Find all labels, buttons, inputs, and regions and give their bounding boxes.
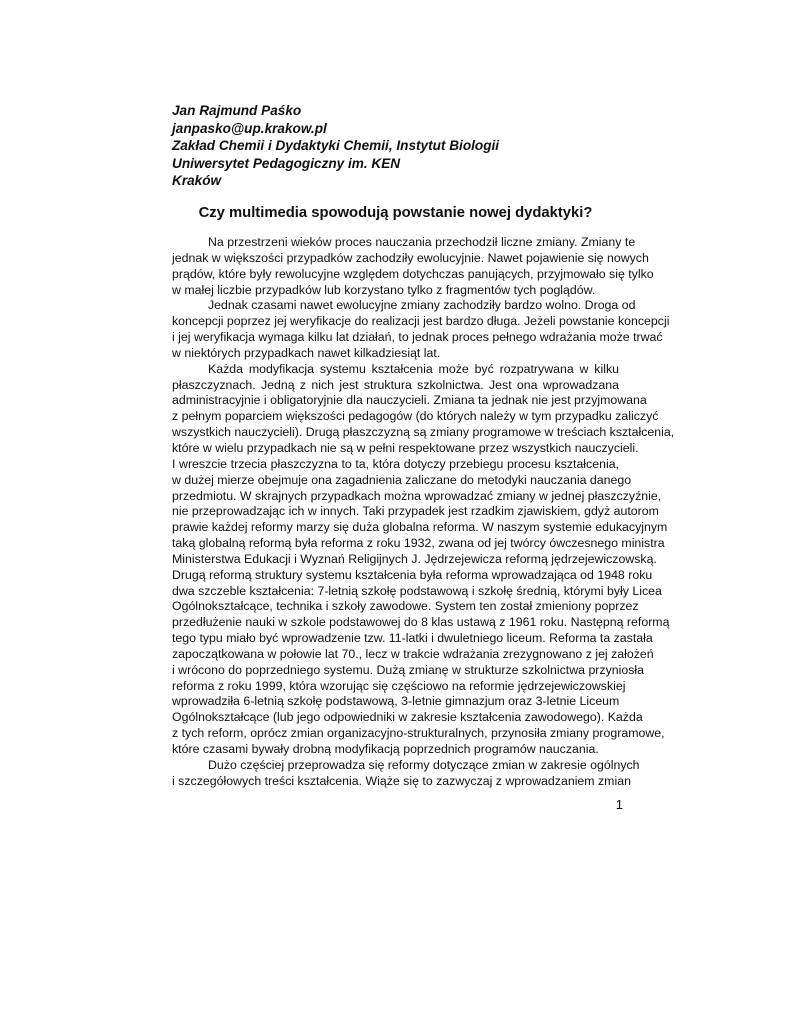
text-line: administracyjnie i obligatoryjnie dla nauczycieli. Zmiana ta jednak nie jest przyjmowana — [172, 393, 647, 408]
text-line: zapoczątkowana w połowie lat 70., lecz w trakcie wdrażania zrezygnowano z jej założeń — [172, 646, 654, 661]
article-title: Czy multimedia spowodują powstanie nowej dydaktyki? — [198, 205, 593, 221]
text-line: Ministerstwa Edukacji i Wyznań Religijnych J. Jędrzejewicza reformą jędrzejewiczowską. — [172, 551, 657, 566]
text-line: Na przestrzeni wieków proces nauczania przechodził liczne zmiany. Zmiany te — [208, 235, 636, 249]
text-line: wszystkich nauczycieli). Drugą płaszczyzną są zmiany programowe w treściach kształcenia, — [172, 425, 675, 440]
author-header — [172, 102, 652, 190]
paragraph — [172, 757, 640, 790]
author-name: Jan Rajmund Paśko — [172, 103, 302, 118]
text-line: nie przeprowadzając ich w innych. Taki przypadek jest rzadkim zjawiskiem, gdyż autorom — [172, 504, 659, 519]
text-line: reforma z roku 1999, która wzorując się częściowo na reformie jędrzejewiczowskiej — [172, 678, 626, 693]
text-line: w dużej mierze obejmuje ona zagadnienia zaliczane do metodyki nauczania danego — [172, 472, 632, 487]
text-line: przedłużenie nauki w szkole podstawowej do 8 klas ustawą z 1961 roku. Następną reformą — [172, 615, 670, 630]
text-line: które w wielu przypadkach nie są w pełni respektowane przez wszystkich nauczycieli. — [172, 440, 639, 455]
text-line: prawie każdej reformy marzy się duża globalna reforma. W naszym systemie edukacyjnym — [172, 520, 668, 535]
text-line: Jednak czasami nawet ewolucyjne zmiany zachodziły bardzo wolno. Droga od — [208, 298, 636, 313]
text-line: Dużo częściej przeprowadza się reformy dotyczące zmian w zakresie ogólnych — [208, 757, 640, 772]
paragraph — [172, 361, 675, 758]
text-line: i wrócono do poprzedniego systemu. Dużą zmianę w strukturze szkolnictwa przyniosła — [172, 662, 645, 677]
text-line: które czasami bywały drobną modyfikacją poprzednich programów nauczania. — [172, 742, 599, 756]
text-line: tego typu miało być wprowadzenie tzw. 11-latki i dwuletniego liceum. Reforma ta zastała — [172, 631, 653, 646]
author-email: janpasko@up.krakow.pl — [172, 120, 327, 136]
text-line: Drugą reformą struktury systemu kształcenia była reforma wprowadzająca od 1948 roku — [172, 567, 653, 582]
text-line: prądów, które były rewolucyjne względem dotychczas panujących, przyjmowało się tylko — [172, 266, 654, 281]
text-line: dwa szczeble kształcenia: 7-letnią szkołę podstawową i szkołę średnią, którymi były Licea — [172, 583, 662, 598]
text-line: Ogólnokształcące (lub jego odpowiedniki w zakresie kształcenia zawodowego). Każda — [172, 710, 643, 725]
page-number: 1 — [615, 797, 623, 812]
text-line: I wreszcie trzecia płaszczyzna to ta, która dotyczy przebiegu procesu kształcenia, — [172, 456, 619, 471]
text-line: Każda modyfikacja systemu kształcenia może być rozpatrywana w kilku — [208, 361, 619, 376]
text-line: w małej liczbie przypadków lub korzystano tylko z fragmentów tych poglądów. — [172, 282, 596, 297]
author-university: Uniwersytet Pedagogiczny im. KEN — [172, 155, 401, 171]
text-line: z pełnym poparciem większości pedagogów (do których należy w tym przypadku zaliczyć — [172, 409, 659, 424]
text-line: i szczegółowych treści kształcenia. Wiąże się to zazwyczaj z wprowadzaniem zmian — [172, 773, 631, 788]
text-line: jednak w większości przypadków zachodziły ewolucyjnie. Nawet pojawienie się nowych — [172, 250, 649, 265]
text-line: Ogólnokształcące, technika i szkoły zawodowe. System ten został zmieniony poprzez — [172, 599, 639, 614]
article-body — [172, 235, 675, 790]
text-line: i jej weryfikacja wymaga kilku lat działań, to jednak proces pełnego wdrażania może trwać — [172, 330, 663, 345]
text-line: wprowadziła 6-letnią szkołę podstawową, 3-letnie gimnazjum oraz 3-letnie Liceum — [172, 694, 620, 709]
text-line: taką globalną reformą była reforma z roku 1932, zwana od jej twórcy ówczesnego ministra — [172, 536, 665, 551]
text-line: koncepcji poprzez jej weryfikacje do realizacji jest bardzo długa. Jeżeli powstanie koncepcji — [172, 314, 670, 329]
text-line: przedmiotu. W skrajnych przypadkach można wprowadzać zmiany w jednej płaszczyźnie, — [172, 488, 662, 503]
text-line: płaszczyznach. Jedną z nich jest struktura szkolnictwa. Jest ona wprowadzana — [172, 377, 619, 392]
paragraph — [172, 298, 670, 361]
author-department: Zakład Chemii i Dydaktyki Chemii, Instytut Biologii — [172, 138, 500, 153]
paragraph — [172, 235, 654, 298]
text-line: w niektórych przypadkach nawet kilkadziesiąt lat. — [172, 345, 441, 360]
author-city: Kraków — [172, 173, 222, 188]
text-line: z tych reform, oprócz zmian organizacyjno-strukturalnych, przynosiła zmiany programowe, — [172, 726, 665, 741]
